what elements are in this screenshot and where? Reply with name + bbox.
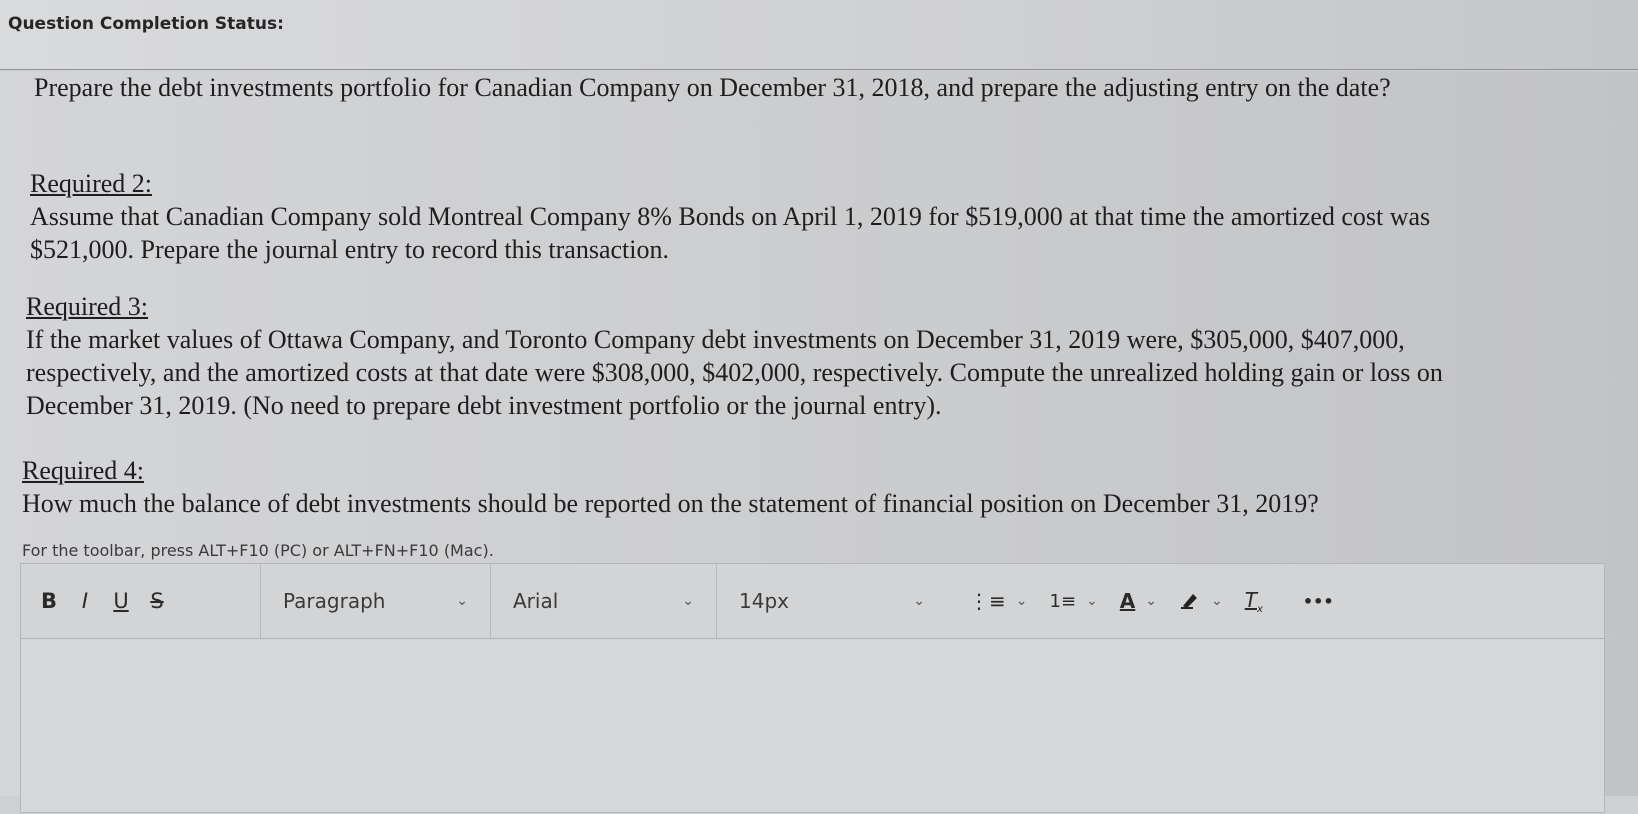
rich-text-editor (20, 563, 1605, 813)
numbered-list-button[interactable] (1050, 591, 1098, 612)
italic-button[interactable]: I (81, 589, 89, 613)
required-4-heading: Required 4: (22, 456, 145, 485)
chevron-down-icon: ⌄ (1145, 593, 1157, 609)
status-bar (0, 0, 1638, 70)
font-select[interactable] (491, 564, 717, 638)
required-3-text: If the market values of Ottawa Company, and Toronto Company debt investments on December 31, 2019 were, $305,000, $407,000, respectively, and the amortized costs at that date were $308,000, $402,000, respectively. Compute the unrealized holding gain or loss on December 31, 2019. (No need to prepare debt investment portfolio or the journal entry). (26, 325, 1443, 420)
chevron-down-icon: ⌄ (1211, 593, 1223, 609)
chevron-down-icon: ⌄ (1086, 593, 1098, 609)
clear-format-icon: $T_x$ (1244, 587, 1263, 615)
numbered-list-icon: 1≡ (1049, 590, 1077, 612)
required-3-heading: Required 3: (26, 292, 149, 321)
editor-toolbar (21, 564, 1604, 639)
highlight-icon (1179, 588, 1201, 615)
more-button[interactable]: ••• (1302, 591, 1334, 611)
question-intro: Prepare the debt investments portfolio for Canadian Company on December 31, 2018, and prepare the adjusting entry on the date? (34, 73, 1391, 102)
required-4-text: How much the balance of debt investments should be reported on the statement of financial position on December 31, 2019? (22, 489, 1319, 518)
paragraph-select-value: Paragraph (283, 589, 386, 613)
text-color-button[interactable] (1120, 589, 1157, 613)
bullet-list-button[interactable] (969, 589, 1028, 613)
font-select-value: Arial (513, 589, 559, 613)
status-title: Question Completion Status: (8, 14, 284, 34)
highlight-button[interactable] (1179, 588, 1223, 615)
paragraph-select[interactable] (261, 564, 491, 638)
strikethrough-button[interactable]: S (150, 589, 164, 613)
toolbar-hint: For the toolbar, press ALT+F10 (PC) or ALT+FN+F10 (Mac). (22, 541, 494, 560)
question-content (0, 71, 1638, 796)
chevron-down-icon: ⌄ (456, 593, 468, 609)
font-size-select-value: 14px (739, 589, 789, 613)
chevron-down-icon: ⌄ (682, 593, 694, 609)
format-group (21, 564, 261, 638)
bold-button[interactable]: B (40, 589, 57, 613)
required-2 (30, 167, 1530, 266)
bullet-list-icon: ⋮≡ (969, 589, 1006, 613)
chevron-down-icon: ⌄ (913, 593, 925, 609)
text-color-icon: A (1119, 589, 1136, 613)
editor-text-area[interactable] (21, 639, 1604, 814)
underline-button[interactable]: U (113, 589, 129, 613)
required-2-heading: Required 2: (30, 169, 153, 198)
required-2-text: Assume that Canadian Company sold Montreal Company 8% Bonds on April 1, 2019 for $519,000 at that time the amortized cost was $521,000. Prepare the journal entry to record this transaction. (30, 202, 1431, 264)
required-3 (26, 290, 1526, 422)
clear-format-button[interactable] (1245, 588, 1263, 615)
chevron-down-icon: ⌄ (1015, 593, 1028, 609)
required-4 (22, 454, 1532, 520)
font-size-select[interactable] (717, 589, 947, 613)
